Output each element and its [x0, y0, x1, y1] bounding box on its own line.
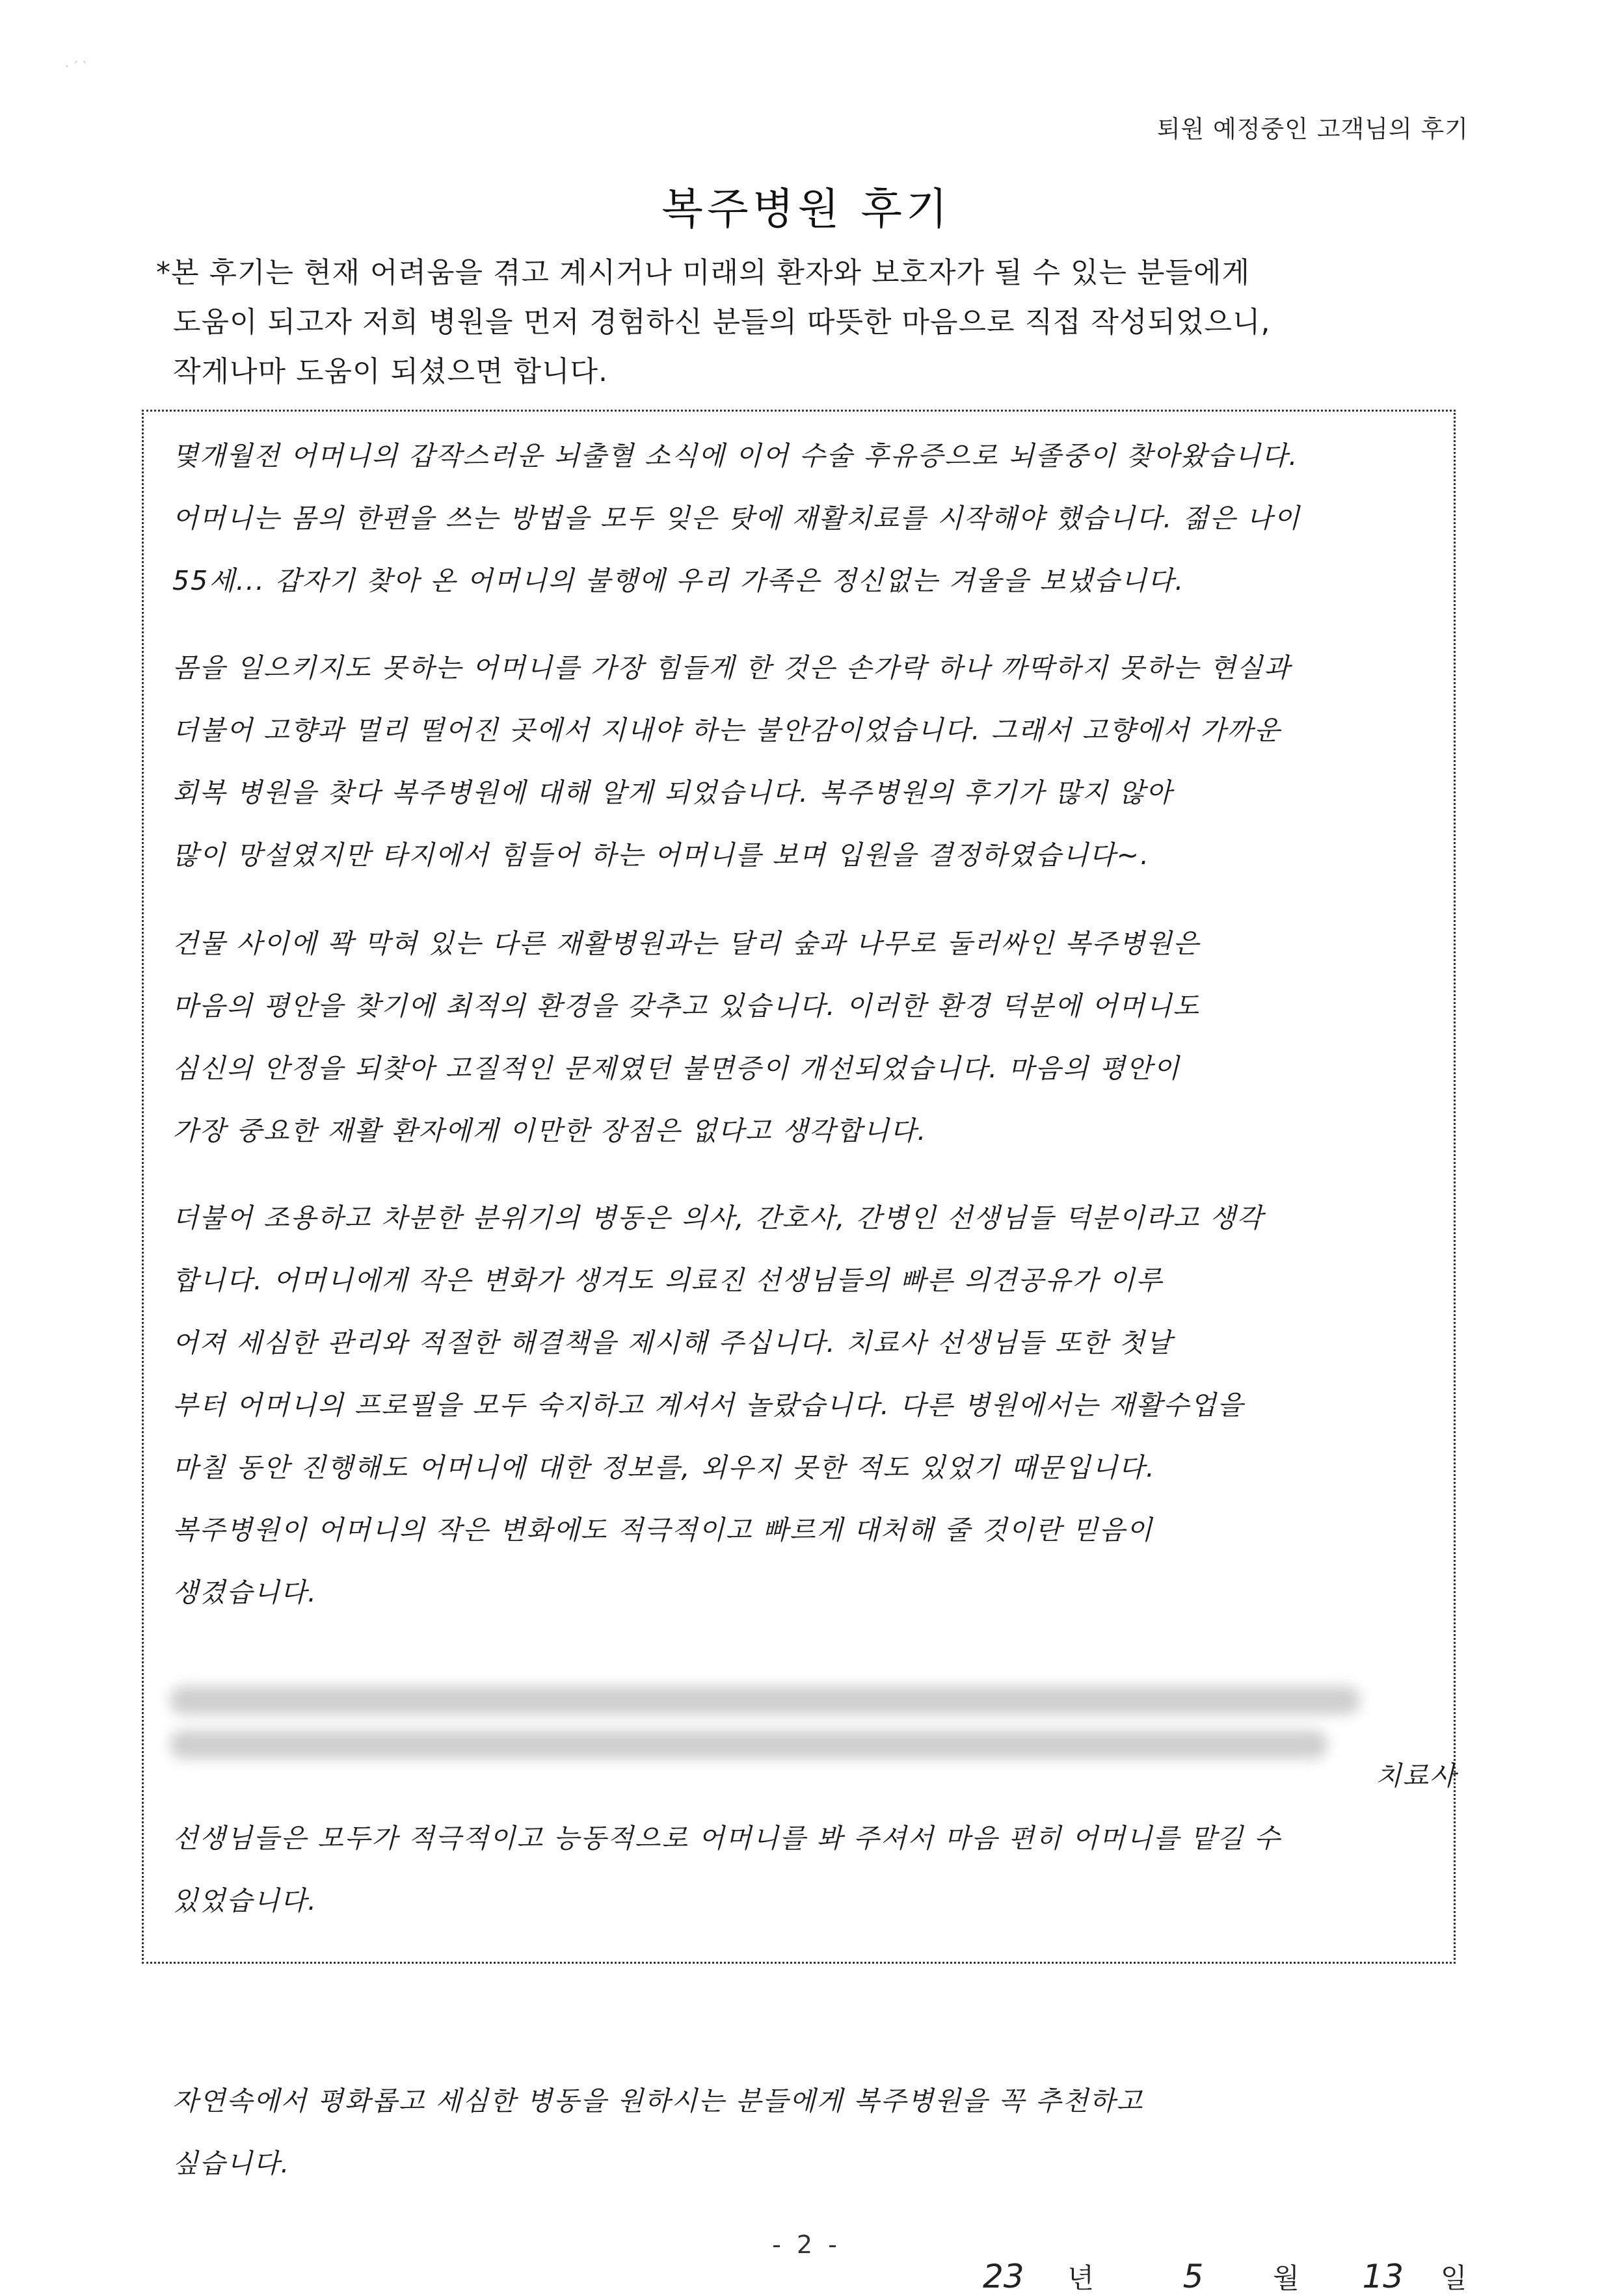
- review-line: 더불어 고향과 멀리 떨어진 곳에서 지내야 하는 불안감이었습니다. 그래서 고향에서 가까운: [172, 715, 1281, 746]
- review-line: 몇개월전 어머니의 갑작스러운 뇌출혈 소식에 이어 수술 후유증으로 뇌졸중이 찾아왔습니다.: [172, 440, 1299, 471]
- review-line: 심신의 안정을 되찾아 고질적인 문제였던 불면증이 개선되었습니다. 마음의 평안이: [172, 1053, 1180, 1084]
- intro-notice: [156, 248, 1483, 397]
- review-line: 부터 어머니의 프로필을 모두 숙지하고 계셔서 놀랐습니다. 다른 병원에서는 재활수업을: [172, 1390, 1245, 1421]
- review-line: 어져 세심한 관리와 적절한 해결책을 제시해 주십니다. 치료사 선생님들 또한 첫날: [172, 1327, 1173, 1358]
- intro-line: *본 후기는 현재 어려움을 겪고 계시거나 미래의 환자와 보호자가 될 수 있는 분들에게: [156, 256, 1250, 289]
- date-month: 5: [1182, 2258, 1204, 2295]
- scan-artifact: · ˊ ˋ: [65, 60, 88, 73]
- review-line: 싶습니다.: [172, 2148, 291, 2179]
- signature-date: [983, 2257, 1467, 2296]
- review-line: 많이 망설였지만 타지에서 힘들어 하는 어머니를 보며 입원을 결정하였습니다~.: [172, 839, 1151, 871]
- date-day-label: 일: [1440, 2262, 1467, 2294]
- review-line: 치료사: [1376, 1760, 1457, 1791]
- review-line: 합니다. 어머니에게 작은 변화가 생겨도 의료진 선생님들의 빠른 의견공유가 이루: [172, 1265, 1164, 1296]
- review-line: 회복 병원을 찾다 복주병원에 대해 알게 되었습니다. 복주병원의 후기가 많지 않아: [172, 777, 1173, 808]
- page-number: - 2 -: [772, 2230, 841, 2259]
- review-paragraph-2: [172, 637, 1428, 886]
- date-year-label: 년: [1067, 2262, 1094, 2294]
- intro-line: 작게나마 도움이 되셨으면 합니다.: [173, 355, 608, 388]
- review-paragraph-5: [172, 1745, 1457, 1932]
- review-line: 몸을 일으키지도 못하는 어머니를 가장 힘들게 한 것은 손가락 하나 까딱하지 못하는 현실과: [172, 652, 1291, 683]
- review-line: 선생님들은 모두가 적극적이고 능동적으로 어머니를 봐 주셔서 마음 편히 어머니를 맡길 수: [172, 1823, 1281, 1854]
- review-line: 55세... 갑자기 찾아 온 어머니의 불행에 우리 가족은 정신없는 겨울을 보냈습니다.: [172, 565, 1185, 596]
- review-line: 어머니는 몸의 한편을 쓰는 방법을 모두 잊은 탓에 재활치료를 시작해야 했습니다. 젊은 나이: [172, 503, 1301, 534]
- review-paragraph-1: [172, 425, 1428, 612]
- review-line: 자연속에서 평화롭고 세심한 병동을 원하시는 분들에게 복주병원을 꼭 추천하고: [172, 2085, 1144, 2117]
- review-line: 마음의 평안을 찾기에 최적의 환경을 갖추고 있습니다. 이러한 환경 덕분에 어머니도: [172, 990, 1200, 1022]
- intro-line: 도움이 되고자 저희 병원을 먼저 경험하신 분들의 따뜻한 마음으로 직접 작성되었으니,: [173, 306, 1271, 339]
- date-year: 23: [983, 2258, 1024, 2295]
- review-line: 복주병원이 어머니의 작은 변화에도 적극적이고 빠르게 대처해 줄 것이란 믿음이: [172, 1514, 1154, 1546]
- blur-bar: [170, 1686, 1360, 1715]
- review-paragraph-3: [172, 912, 1428, 1162]
- handwritten-review-box: [142, 410, 1467, 2295]
- review-paragraph-4: [172, 1187, 1428, 1624]
- date-day: 13: [1362, 2258, 1404, 2295]
- document-title: 복주병원 후기: [661, 184, 952, 234]
- date-month-label: 월: [1273, 2262, 1300, 2294]
- review-line: 건물 사이에 꽉 막혀 있는 다른 재활병원과는 달리 숲과 나무로 둘러싸인 복주병원은: [172, 928, 1200, 959]
- review-line: 마칠 동안 진행해도 어머니에 대한 정보를, 외우지 못한 적도 있었기 때문입니다.: [172, 1452, 1156, 1483]
- review-line: 가장 중요한 재활 환자에게 이만한 장점은 없다고 생각합니다.: [172, 1115, 927, 1146]
- review-paragraph-6: [172, 2070, 1428, 2195]
- document-header-label: 퇴원 예정중인 고객님의 후기: [1156, 115, 1469, 143]
- review-line: 더불어 조용하고 차분한 분위기의 병동은 의사, 간호사, 간병인 선생님들 덕분이라고 생각: [172, 1202, 1264, 1234]
- review-line: 있었습니다.: [172, 1885, 318, 1916]
- review-line: 생겼습니다.: [172, 1577, 318, 1608]
